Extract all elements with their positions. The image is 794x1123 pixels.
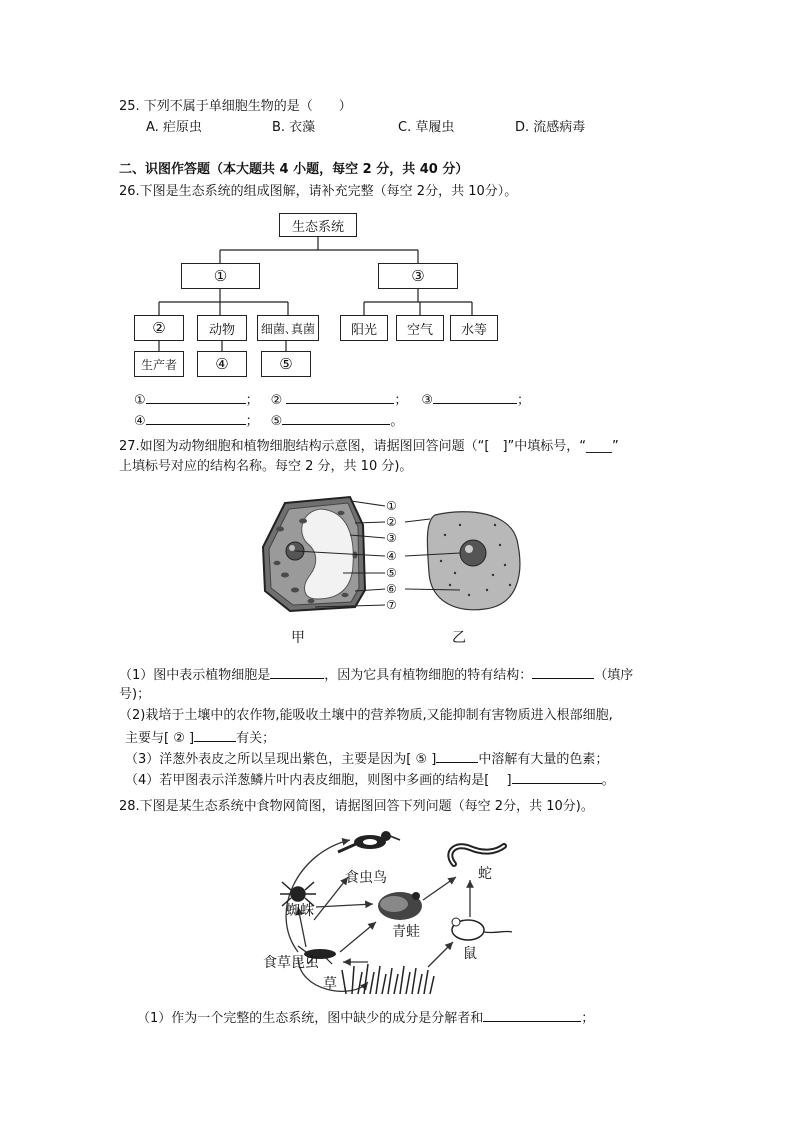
diagram-root-ecosystem: 生态系统 [279,213,357,237]
frog-icon [378,892,422,920]
animal-cell-nucleolus [465,545,473,553]
q25-option-c: C. 草履虫 [398,120,455,135]
cell-label-3: ③ [386,531,397,545]
q27-sub1-tail: 号)； [119,687,151,702]
diagram-node-3: ③ [378,263,458,289]
section2-heading: 二、识图作答题（本大题共 4 小题，每空 2 分，共 40 分） [119,162,469,177]
q28-stem: 28.下图是某生态系统中食物网简图，请据图回答下列问题（每空 2分，共 10分)。 [119,799,594,814]
food-web-label-snake: 蛇 [478,866,492,882]
cell-label-2: ② [386,515,397,529]
diagram-node-animals: 动物 [197,315,247,341]
q27-stem-line-1: 27.如图为动物细胞和植物细胞结构示意图，请据图回答问题（“[ ]”中填标号，“____” [119,439,619,454]
diagram-node-producer: 生产者 [134,351,184,377]
cell-label-4: ④ [386,549,397,563]
q28-sub1: （1）作为一个完整的生态系统，图中缺少的成分是分解者和 ； [137,1011,595,1026]
food-web-label-grass: 草 [323,976,337,992]
q27-sub3: （3）洋葱外表皮之所以呈现出紫色，主要是因为[ ⑤ ] 中溶解有大量的色素； [125,752,609,767]
q27-blank-1[interactable] [270,666,324,679]
answer-blank-2[interactable] [286,391,394,404]
q25-option-a: A. 疟原虫 [146,120,202,135]
mouse-icon [452,918,512,940]
snake-icon [450,846,504,864]
food-web-label-insect: 食草昆虫 [263,955,319,971]
diagram-node-2: ② [134,315,184,341]
diagram-node-1: ① [181,263,260,289]
q27-stem-line-2: 上填标号对应的结构名称。每空 2 分，共 10 分)。 [119,459,413,474]
q27-blank-4[interactable] [436,750,478,763]
q27-blank-5[interactable] [512,771,602,784]
cell-caption-b: 乙 [452,630,466,646]
answer-blank-3[interactable] [433,391,517,404]
plant-cell-nucleolus [289,545,295,551]
food-web-label-spider: 蜘蛛 [286,903,314,919]
food-web-label-frog: 青蛙 [392,924,420,940]
q26-blank-row-1: ① ； ② ； ③ ； [134,393,531,408]
q28-blank-1[interactable] [483,1009,581,1022]
food-web-label-mouse: 鼠 [463,946,477,962]
q27-sub1: （1）图中表示植物细胞是 ，因为它具有植物细胞的特有结构： （填序 [119,668,634,683]
arrow-spider-to-frog [316,904,373,907]
answer-blank-1[interactable] [146,391,246,404]
arrow-frog-to-snake [423,877,456,900]
bird-icon [338,831,400,852]
arrow-grass-to-mouse [428,942,453,967]
q25-option-d: D. 流感病毒 [515,120,586,135]
q27-sub2-line-2: 主要与[ ② ] 有关； [125,731,276,746]
diagram-node-air: 空气 [396,315,444,341]
answer-blank-5[interactable] [282,412,390,425]
q25-option-b: B. 衣藻 [272,120,316,135]
q27-blank-3[interactable] [194,729,236,742]
diagram-node-5: ⑤ [261,351,311,377]
diagram-node-water: 水等 [450,315,498,341]
q27-blank-2[interactable] [532,666,594,679]
diagram-node-sunlight: 阳光 [340,315,388,341]
cell-caption-a: 甲 [291,630,305,646]
cell-label-6: ⑥ [386,582,397,596]
q26-blank-row-2: ④ ； ⑤ 。 [134,414,404,429]
arrow-insect-to-frog [340,922,376,952]
arrow-spider-to-bird [314,877,348,920]
diagram-node-bacteria-fungi: 细菌､真菌 [257,315,319,341]
diagram-node-4: ④ [197,351,247,377]
cell-label-7: ⑦ [386,598,397,612]
food-web-label-bird: 食虫鸟 [345,870,387,886]
q27-sub4: （4）若甲图表示洋葱鳞片叶内表皮细胞，则图中多画的结构是[ ] 。 [125,773,615,788]
cell-label-1: ① [386,499,397,513]
cell-label-5: ⑤ [386,566,397,580]
answer-blank-4[interactable] [146,412,246,425]
q27-sub2-line-1: （2)栽培于土壤中的农作物,能吸收土壤中的营养物质,又能抑制有害物质进入根部细胞, [119,708,613,723]
q26-stem: 26.下图是生态系统的组成图解，请补充完整（每空 2分，共 10分）。 [119,184,518,199]
q25-stem: 25. 下列不属于单细胞生物的是（ ） [119,99,352,114]
animal-cell-nucleus [460,540,486,566]
